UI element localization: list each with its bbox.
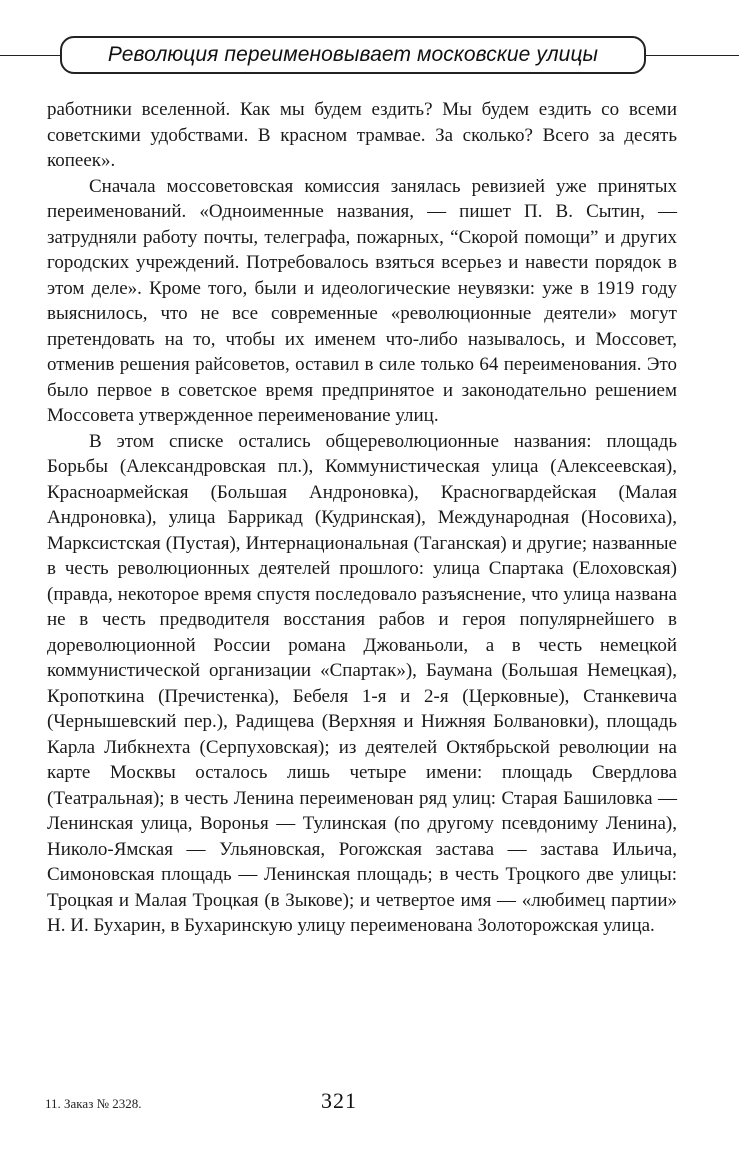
paragraph-1: работники вселенной. Как мы будем ездить? Мы будем ездить со всеми советскими удобствами. В красном трамвае. За сколько? Всего за десять копеек». (47, 99, 677, 171)
header-rule-right (646, 55, 739, 56)
running-header-title: Революция переименовывает московские улицы (107, 43, 599, 66)
header-rule-left (0, 55, 62, 56)
paragraph-2: Сначала моссоветовская комиссия занялась ревизией уже принятых переименований. «Одноименные названия, — пишет П. В. Сытин, — затрудняли работу почты, телеграфа, пожарных, “Скорой помощи” и других городских учреждений. Потребовалось взяться всерьез и навести порядок в этом деле». Кроме того, были и идеологические неувязки: уже в 1919 году выяснилось, что не все современные «революционные деятели» могут претендовать на то, чтобы их именем что-либо называлось, и Моссовет, отменив решения райсоветов, оставил в силе только 64 переименования. Это было первое в советское время предпринятое и законодательно решением Моссовета утвержденное переименование улиц. (47, 175, 677, 426)
running-header (60, 36, 646, 74)
page-body (47, 97, 677, 939)
page-number: 321 (321, 1088, 357, 1113)
printing-order-note: 11. Заказ № 2328. (45, 1096, 142, 1111)
paragraph-3: В этом списке остались общереволюционные названия: площадь Борьбы (Александровская пл.), Коммунистическая улица (Алексеевская), Красноармейская (Большая Андроновка), Красногвардейская (Малая Андроновка), улица Баррикад (Кудринская), Международная (Носовиха), Марксистская (Пустая), Интернациональная (Таганская) и другие; названные в честь революционных деятелей прошлого: улица Спартака (Елоховская) (правда, некоторое время спустя последовало разъяснение, что улица названа не в честь предводителя восстания рабов и героя популярнейшего в дореволюционной России романа Джованьоли, а в честь немецкой коммунистической организации «Спартак»), Баумана (Большая Немецкая), Кропоткина (Пречистенка), Бебеля 1-я и 2-я (Церковные), Станкевича (Чернышевский пер.), Радищева (Верхняя и Нижняя Болвановки), площадь Карла Либкнехта (Серпуховская); из деятелей Октябрьской революции на карте Москвы осталось лишь четыре имени: площадь Свердлова (Театральная); в честь Ленина переименован ряд улиц: Старая Башиловка — Ленинская улица, Воронья — Тулинская (по другому псевдониму Ленина), Николо-Ямская — Ульяновская, Рогожская застава — застава Ильича, Симоновская площадь — Ленинская площадь; в честь Троцкого две улицы: Троцкая и Малая Троцкая (в Зыкове); и четвертое имя — «любимец партии» Н. И. Бухарин, в Бухаринскую улицу переименована Золоторожская улица. (47, 430, 677, 936)
